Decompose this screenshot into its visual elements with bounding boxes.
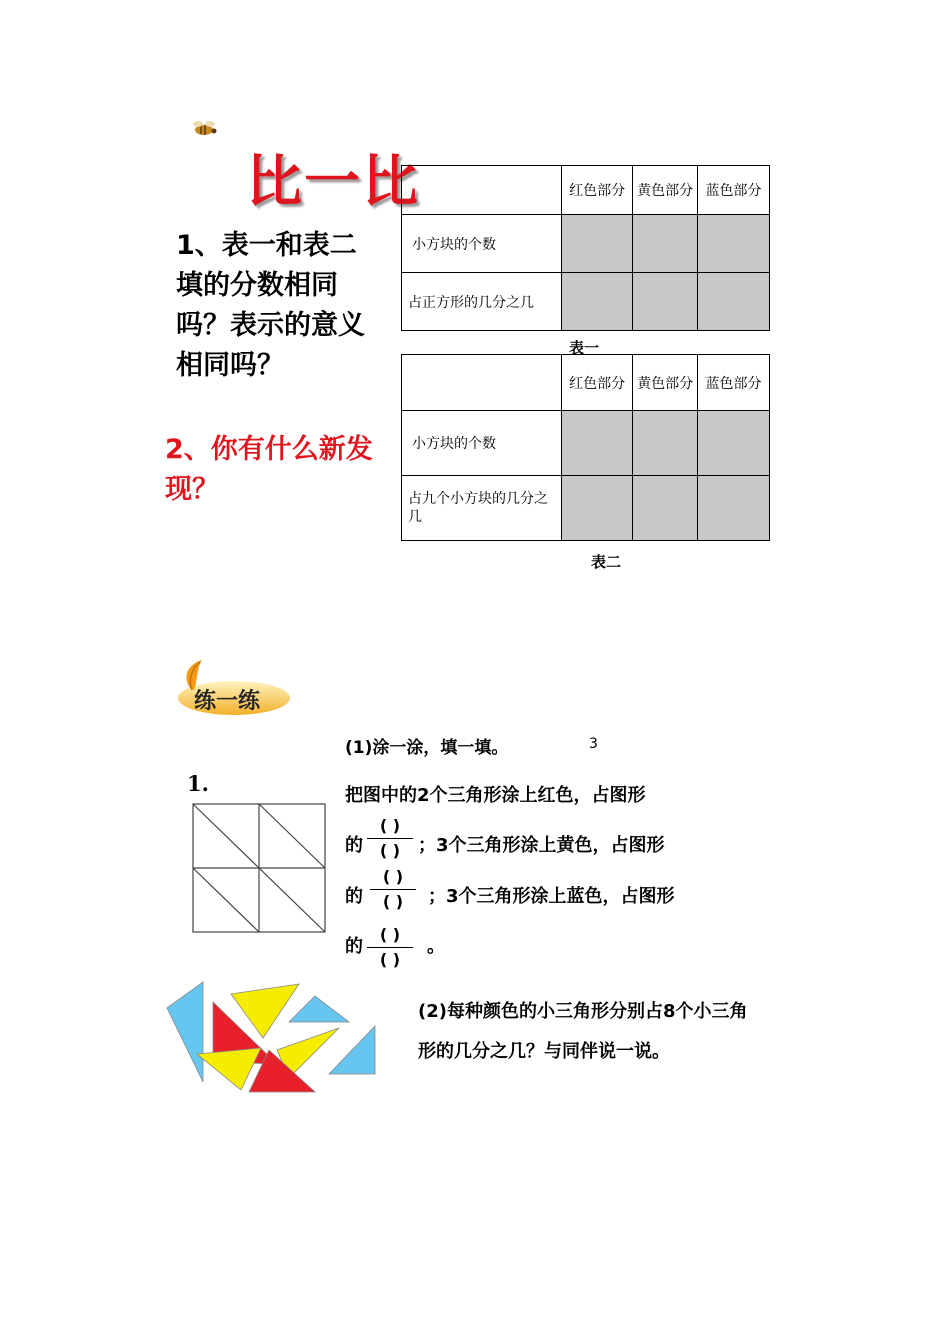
answer-cell[interactable] bbox=[698, 273, 770, 331]
practice-title: 练一练 bbox=[194, 689, 261, 714]
table-row-label: 小方块的个数 bbox=[402, 411, 562, 476]
answer-cell[interactable] bbox=[633, 411, 698, 476]
table-header: 红色部分 bbox=[562, 166, 633, 215]
question-2: 2、你有什么新发现？ bbox=[165, 434, 373, 505]
instruction-line: ；3个三角形涂上黄色，占图形 bbox=[418, 835, 665, 856]
page-number: 3 bbox=[589, 736, 598, 752]
fraction-bar bbox=[370, 889, 416, 890]
answer-cell[interactable] bbox=[698, 476, 770, 541]
answer-cell[interactable] bbox=[633, 476, 698, 541]
instruction-line: 把图中的2个三角形涂上红色，占图形 bbox=[345, 785, 646, 806]
colored-triangles-figure bbox=[165, 980, 380, 1100]
fraction-blank-blue[interactable] bbox=[367, 924, 413, 971]
table-header: 红色部分 bbox=[562, 355, 633, 411]
answer-cell[interactable] bbox=[698, 411, 770, 476]
table-row-label: 占九个小方块的几分之几 bbox=[402, 476, 562, 541]
answer-cell[interactable] bbox=[562, 411, 633, 476]
table-2 bbox=[401, 354, 770, 541]
fraction-blank-red[interactable] bbox=[367, 815, 413, 862]
denominator-blank[interactable]: ( ) bbox=[379, 841, 401, 860]
instruction-line: ；3个三角形涂上蓝色，占图形 bbox=[428, 886, 675, 907]
numerator-blank[interactable]: ( ) bbox=[379, 925, 401, 944]
answer-cell[interactable] bbox=[633, 273, 698, 331]
instruction-prefix: 的 bbox=[345, 936, 363, 957]
table-header: 黄色部分 bbox=[633, 166, 698, 215]
answer-cell[interactable] bbox=[698, 215, 770, 273]
task-2-text: (2)每种颜色的小三角形分别占8个小三角形的几分之几？与同伴说一说。 bbox=[418, 1001, 748, 1062]
answer-cell[interactable] bbox=[562, 273, 633, 331]
instruction-suffix: 。 bbox=[427, 936, 445, 957]
numerator-blank[interactable]: ( ) bbox=[382, 867, 404, 886]
denominator-blank[interactable]: ( ) bbox=[382, 892, 404, 911]
table-header: 蓝色部分 bbox=[698, 166, 770, 215]
instruction-prefix: 的 bbox=[345, 835, 363, 856]
numerator-blank[interactable]: ( ) bbox=[379, 816, 401, 835]
answer-cell[interactable] bbox=[562, 476, 633, 541]
item-number: 1. bbox=[187, 771, 209, 796]
table-1 bbox=[401, 165, 770, 331]
square-triangles-figure[interactable] bbox=[192, 803, 326, 933]
bee-icon bbox=[188, 120, 220, 138]
question-1: 1、表一和表二填的分数相同吗？表示的意义相同吗？ bbox=[176, 230, 365, 381]
fraction-bar bbox=[367, 838, 413, 839]
table-row-label: 占正方形的几分之几 bbox=[402, 273, 562, 331]
denominator-blank[interactable]: ( ) bbox=[379, 950, 401, 969]
table-row-label: 小方块的个数 bbox=[402, 215, 562, 273]
task-1-title: (1)涂一涂，填一填。 bbox=[345, 738, 509, 758]
table-header: 黄色部分 bbox=[633, 355, 698, 411]
table-caption: 表二 bbox=[591, 553, 622, 571]
table-header-blank bbox=[402, 166, 562, 215]
table-header-blank bbox=[402, 355, 562, 411]
table-header: 蓝色部分 bbox=[698, 355, 770, 411]
answer-cell[interactable] bbox=[633, 215, 698, 273]
section-title-compare: 比一比 bbox=[246, 149, 420, 215]
answer-cell[interactable] bbox=[562, 215, 633, 273]
fraction-blank-yellow[interactable] bbox=[370, 866, 416, 913]
instruction-prefix: 的 bbox=[345, 886, 363, 907]
fraction-bar bbox=[367, 947, 413, 948]
table-caption: 表一 bbox=[569, 339, 600, 357]
